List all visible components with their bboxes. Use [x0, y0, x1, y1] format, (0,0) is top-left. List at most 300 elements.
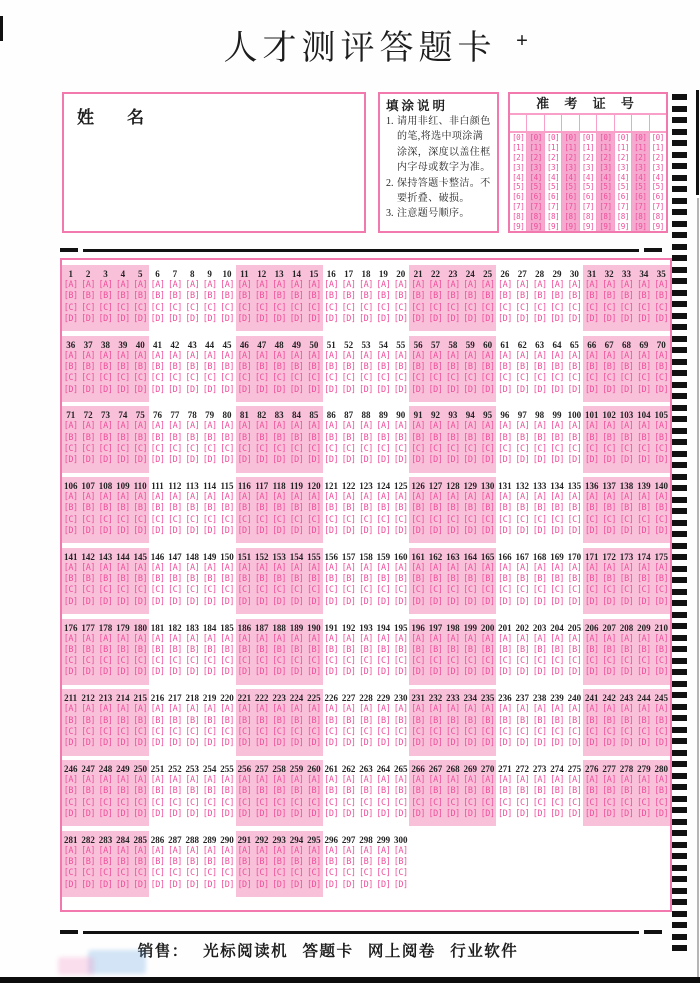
option-bubble-A[interactable]: [A] [654, 492, 669, 503]
digit-bubble-7[interactable]: [7] [564, 201, 577, 211]
option-bubble-B[interactable]: [B] [133, 291, 148, 302]
digit-bubble-2[interactable]: [2] [529, 152, 542, 162]
option-bubble-C[interactable]: [C] [133, 797, 148, 808]
option-bubble-B[interactable]: [B] [497, 574, 512, 585]
option-bubble-B[interactable]: [B] [584, 291, 599, 302]
option-bubble-C[interactable]: [C] [272, 514, 287, 525]
option-bubble-B[interactable]: [B] [376, 362, 391, 373]
option-bubble-B[interactable]: [B] [167, 786, 182, 797]
option-bubble-B[interactable]: [B] [411, 432, 425, 443]
option-bubble-D[interactable]: [D] [359, 667, 373, 678]
option-bubble-D[interactable]: [D] [376, 526, 391, 537]
option-bubble-B[interactable]: [B] [584, 715, 599, 726]
option-bubble-A[interactable]: [A] [515, 704, 530, 715]
option-bubble-B[interactable]: [B] [636, 503, 651, 514]
option-bubble-B[interactable]: [B] [220, 432, 234, 443]
option-bubble-D[interactable]: [D] [445, 667, 460, 678]
option-bubble-D[interactable]: [D] [376, 808, 391, 819]
option-bubble-C[interactable]: [C] [463, 797, 478, 808]
option-bubble-B[interactable]: [B] [532, 362, 547, 373]
option-bubble-A[interactable]: [A] [359, 421, 373, 432]
option-bubble-A[interactable]: [A] [167, 421, 182, 432]
option-bubble-A[interactable]: [A] [306, 562, 321, 573]
option-bubble-C[interactable]: [C] [63, 585, 78, 596]
option-bubble-C[interactable]: [C] [636, 302, 651, 313]
option-bubble-B[interactable]: [B] [324, 644, 339, 655]
option-bubble-A[interactable]: [A] [81, 775, 95, 786]
option-bubble-D[interactable]: [D] [341, 808, 356, 819]
option-bubble-C[interactable]: [C] [133, 656, 148, 667]
option-bubble-A[interactable]: [A] [63, 633, 78, 644]
option-bubble-B[interactable]: [B] [133, 503, 148, 514]
option-bubble-C[interactable]: [C] [428, 585, 443, 596]
option-bubble-B[interactable]: [B] [272, 362, 287, 373]
option-bubble-A[interactable]: [A] [220, 421, 234, 432]
option-bubble-C[interactable]: [C] [515, 726, 530, 737]
option-bubble-B[interactable]: [B] [532, 291, 547, 302]
option-bubble-C[interactable]: [C] [359, 868, 373, 879]
option-bubble-B[interactable]: [B] [185, 644, 200, 655]
option-bubble-D[interactable]: [D] [550, 384, 564, 395]
option-bubble-C[interactable]: [C] [532, 797, 547, 808]
option-bubble-D[interactable]: [D] [289, 667, 304, 678]
option-bubble-C[interactable]: [C] [567, 585, 582, 596]
option-bubble-D[interactable]: [D] [480, 596, 495, 607]
option-bubble-D[interactable]: [D] [272, 667, 287, 678]
option-bubble-C[interactable]: [C] [515, 514, 530, 525]
option-bubble-C[interactable]: [C] [81, 656, 95, 667]
option-bubble-A[interactable]: [A] [497, 633, 512, 644]
option-bubble-C[interactable]: [C] [411, 726, 425, 737]
option-bubble-A[interactable]: [A] [602, 704, 617, 715]
option-bubble-C[interactable]: [C] [445, 302, 460, 313]
option-bubble-C[interactable]: [C] [567, 514, 582, 525]
option-bubble-A[interactable]: [A] [254, 562, 269, 573]
option-bubble-B[interactable]: [B] [115, 362, 130, 373]
option-bubble-A[interactable]: [A] [480, 350, 495, 361]
option-bubble-C[interactable]: [C] [584, 585, 599, 596]
option-bubble-D[interactable]: [D] [463, 526, 478, 537]
option-bubble-C[interactable]: [C] [254, 373, 269, 384]
option-bubble-B[interactable]: [B] [341, 574, 356, 585]
option-bubble-C[interactable]: [C] [636, 444, 651, 455]
option-bubble-C[interactable]: [C] [480, 444, 495, 455]
option-bubble-B[interactable]: [B] [341, 432, 356, 443]
option-bubble-A[interactable]: [A] [393, 492, 408, 503]
option-bubble-A[interactable]: [A] [550, 704, 564, 715]
option-bubble-A[interactable]: [A] [133, 845, 148, 856]
option-bubble-C[interactable]: [C] [376, 797, 391, 808]
option-bubble-A[interactable]: [A] [324, 350, 339, 361]
option-bubble-D[interactable]: [D] [81, 738, 95, 749]
option-bubble-B[interactable]: [B] [167, 362, 182, 373]
option-bubble-A[interactable]: [A] [324, 775, 339, 786]
option-bubble-B[interactable]: [B] [654, 432, 669, 443]
option-bubble-D[interactable]: [D] [532, 667, 547, 678]
option-bubble-D[interactable]: [D] [411, 455, 425, 466]
option-bubble-B[interactable]: [B] [654, 574, 669, 585]
option-bubble-B[interactable]: [B] [289, 432, 304, 443]
option-bubble-B[interactable]: [B] [636, 362, 651, 373]
digit-bubble-2[interactable]: [2] [599, 152, 612, 162]
option-bubble-A[interactable]: [A] [81, 492, 95, 503]
option-bubble-D[interactable]: [D] [654, 808, 669, 819]
option-bubble-B[interactable]: [B] [463, 715, 478, 726]
option-bubble-D[interactable]: [D] [584, 455, 599, 466]
option-bubble-D[interactable]: [D] [497, 667, 512, 678]
option-bubble-A[interactable]: [A] [167, 845, 182, 856]
option-bubble-D[interactable]: [D] [428, 596, 443, 607]
ticket-writein-cell[interactable] [545, 115, 562, 131]
option-bubble-C[interactable]: [C] [480, 797, 495, 808]
option-bubble-B[interactable]: [B] [254, 291, 269, 302]
option-bubble-C[interactable]: [C] [98, 797, 113, 808]
option-bubble-A[interactable]: [A] [532, 350, 547, 361]
option-bubble-D[interactable]: [D] [602, 596, 617, 607]
option-bubble-B[interactable]: [B] [133, 715, 148, 726]
option-bubble-B[interactable]: [B] [133, 362, 148, 373]
digit-bubble-2[interactable]: [2] [651, 152, 664, 162]
digit-bubble-2[interactable]: [2] [512, 152, 525, 162]
digit-bubble-8[interactable]: [8] [616, 211, 629, 221]
option-bubble-C[interactable]: [C] [445, 444, 460, 455]
option-bubble-A[interactable]: [A] [393, 350, 408, 361]
option-bubble-A[interactable]: [A] [237, 421, 252, 432]
option-bubble-D[interactable]: [D] [567, 313, 582, 324]
option-bubble-B[interactable]: [B] [220, 362, 234, 373]
option-bubble-C[interactable]: [C] [411, 797, 425, 808]
option-bubble-A[interactable]: [A] [376, 633, 391, 644]
option-bubble-A[interactable]: [A] [463, 775, 478, 786]
option-bubble-A[interactable]: [A] [567, 633, 582, 644]
option-bubble-D[interactable]: [D] [619, 738, 634, 749]
option-bubble-D[interactable]: [D] [150, 808, 165, 819]
option-bubble-C[interactable]: [C] [324, 868, 339, 879]
option-bubble-D[interactable]: [D] [341, 738, 356, 749]
option-bubble-C[interactable]: [C] [202, 797, 217, 808]
option-bubble-C[interactable]: [C] [532, 373, 547, 384]
option-bubble-D[interactable]: [D] [602, 667, 617, 678]
option-bubble-A[interactable]: [A] [428, 633, 443, 644]
option-bubble-A[interactable]: [A] [237, 562, 252, 573]
option-bubble-D[interactable]: [D] [202, 808, 217, 819]
option-bubble-B[interactable]: [B] [289, 503, 304, 514]
digit-bubble-5[interactable]: [5] [599, 182, 612, 192]
option-bubble-D[interactable]: [D] [602, 738, 617, 749]
option-bubble-A[interactable]: [A] [602, 633, 617, 644]
option-bubble-B[interactable]: [B] [306, 291, 321, 302]
option-bubble-A[interactable]: [A] [359, 845, 373, 856]
option-bubble-B[interactable]: [B] [428, 362, 443, 373]
option-bubble-C[interactable]: [C] [63, 656, 78, 667]
option-bubble-D[interactable]: [D] [306, 455, 321, 466]
option-bubble-A[interactable]: [A] [202, 421, 217, 432]
option-bubble-A[interactable]: [A] [359, 492, 373, 503]
option-bubble-A[interactable]: [A] [150, 845, 165, 856]
option-bubble-A[interactable]: [A] [393, 845, 408, 856]
option-bubble-C[interactable]: [C] [532, 726, 547, 737]
option-bubble-A[interactable]: [A] [411, 421, 425, 432]
option-bubble-D[interactable]: [D] [654, 384, 669, 395]
option-bubble-A[interactable]: [A] [306, 350, 321, 361]
option-bubble-B[interactable]: [B] [150, 432, 165, 443]
option-bubble-B[interactable]: [B] [567, 503, 582, 514]
option-bubble-B[interactable]: [B] [63, 362, 78, 373]
option-bubble-A[interactable]: [A] [359, 633, 373, 644]
option-bubble-D[interactable]: [D] [167, 313, 182, 324]
option-bubble-C[interactable]: [C] [428, 656, 443, 667]
option-bubble-A[interactable]: [A] [98, 845, 113, 856]
option-bubble-A[interactable]: [A] [254, 633, 269, 644]
option-bubble-D[interactable]: [D] [115, 455, 130, 466]
option-bubble-B[interactable]: [B] [185, 503, 200, 514]
option-bubble-D[interactable]: [D] [445, 384, 460, 395]
digit-bubble-4[interactable]: [4] [616, 172, 629, 182]
option-bubble-A[interactable]: [A] [324, 562, 339, 573]
option-bubble-C[interactable]: [C] [445, 373, 460, 384]
option-bubble-B[interactable]: [B] [115, 857, 130, 868]
option-bubble-C[interactable]: [C] [306, 585, 321, 596]
option-bubble-D[interactable]: [D] [167, 808, 182, 819]
option-bubble-C[interactable]: [C] [254, 585, 269, 596]
option-bubble-B[interactable]: [B] [115, 715, 130, 726]
option-bubble-D[interactable]: [D] [237, 596, 252, 607]
option-bubble-B[interactable]: [B] [202, 857, 217, 868]
option-bubble-A[interactable]: [A] [341, 350, 356, 361]
option-bubble-A[interactable]: [A] [133, 280, 148, 290]
ticket-writein-cell[interactable] [650, 115, 666, 131]
option-bubble-A[interactable]: [A] [445, 704, 460, 715]
option-bubble-D[interactable]: [D] [411, 738, 425, 749]
option-bubble-A[interactable]: [A] [324, 704, 339, 715]
option-bubble-B[interactable]: [B] [584, 574, 599, 585]
option-bubble-D[interactable]: [D] [115, 879, 130, 890]
option-bubble-C[interactable]: [C] [272, 868, 287, 879]
option-bubble-D[interactable]: [D] [341, 384, 356, 395]
option-bubble-C[interactable]: [C] [654, 797, 669, 808]
option-bubble-D[interactable]: [D] [150, 667, 165, 678]
option-bubble-A[interactable]: [A] [480, 775, 495, 786]
option-bubble-C[interactable]: [C] [411, 514, 425, 525]
option-bubble-B[interactable]: [B] [254, 574, 269, 585]
option-bubble-C[interactable]: [C] [515, 444, 530, 455]
option-bubble-A[interactable]: [A] [324, 845, 339, 856]
option-bubble-C[interactable]: [C] [359, 656, 373, 667]
option-bubble-D[interactable]: [D] [272, 455, 287, 466]
option-bubble-C[interactable]: [C] [220, 585, 234, 596]
option-bubble-A[interactable]: [A] [532, 280, 547, 290]
digit-bubble-6[interactable]: [6] [634, 192, 647, 202]
option-bubble-C[interactable]: [C] [359, 514, 373, 525]
option-bubble-A[interactable]: [A] [602, 421, 617, 432]
option-bubble-A[interactable]: [A] [515, 280, 530, 290]
option-bubble-A[interactable]: [A] [98, 350, 113, 361]
option-bubble-C[interactable]: [C] [411, 373, 425, 384]
option-bubble-A[interactable]: [A] [584, 633, 599, 644]
option-bubble-A[interactable]: [A] [185, 845, 200, 856]
option-bubble-B[interactable]: [B] [376, 857, 391, 868]
option-bubble-D[interactable]: [D] [411, 596, 425, 607]
option-bubble-B[interactable]: [B] [393, 291, 408, 302]
option-bubble-C[interactable]: [C] [445, 656, 460, 667]
option-bubble-C[interactable]: [C] [393, 656, 408, 667]
option-bubble-C[interactable]: [C] [619, 302, 634, 313]
option-bubble-C[interactable]: [C] [654, 302, 669, 313]
option-bubble-D[interactable]: [D] [619, 526, 634, 537]
option-bubble-B[interactable]: [B] [532, 503, 547, 514]
option-bubble-C[interactable]: [C] [463, 444, 478, 455]
digit-bubble-1[interactable]: [1] [529, 143, 542, 153]
option-bubble-D[interactable]: [D] [532, 738, 547, 749]
option-bubble-D[interactable]: [D] [393, 879, 408, 890]
option-bubble-D[interactable]: [D] [445, 808, 460, 819]
option-bubble-A[interactable]: [A] [167, 350, 182, 361]
option-bubble-D[interactable]: [D] [445, 738, 460, 749]
option-bubble-A[interactable]: [A] [619, 350, 634, 361]
option-bubble-C[interactable]: [C] [584, 373, 599, 384]
option-bubble-A[interactable]: [A] [411, 775, 425, 786]
option-bubble-A[interactable]: [A] [115, 775, 130, 786]
option-bubble-B[interactable]: [B] [115, 574, 130, 585]
option-bubble-A[interactable]: [A] [289, 492, 304, 503]
option-bubble-A[interactable]: [A] [463, 562, 478, 573]
option-bubble-B[interactable]: [B] [63, 432, 78, 443]
option-bubble-B[interactable]: [B] [445, 715, 460, 726]
option-bubble-D[interactable]: [D] [81, 313, 95, 324]
option-bubble-D[interactable]: [D] [341, 596, 356, 607]
option-bubble-B[interactable]: [B] [393, 503, 408, 514]
option-bubble-D[interactable]: [D] [306, 526, 321, 537]
option-bubble-A[interactable]: [A] [289, 562, 304, 573]
option-bubble-B[interactable]: [B] [133, 857, 148, 868]
option-bubble-D[interactable]: [D] [411, 384, 425, 395]
digit-bubble-0[interactable]: [0] [581, 133, 595, 143]
option-bubble-A[interactable]: [A] [272, 562, 287, 573]
option-bubble-B[interactable]: [B] [254, 857, 269, 868]
option-bubble-C[interactable]: [C] [167, 514, 182, 525]
option-bubble-C[interactable]: [C] [185, 797, 200, 808]
option-bubble-A[interactable]: [A] [393, 704, 408, 715]
option-bubble-A[interactable]: [A] [532, 492, 547, 503]
option-bubble-D[interactable]: [D] [359, 384, 373, 395]
option-bubble-A[interactable]: [A] [150, 562, 165, 573]
option-bubble-B[interactable]: [B] [393, 644, 408, 655]
option-bubble-C[interactable]: [C] [133, 585, 148, 596]
option-bubble-B[interactable]: [B] [567, 574, 582, 585]
option-bubble-C[interactable]: [C] [550, 797, 564, 808]
option-bubble-B[interactable]: [B] [428, 715, 443, 726]
option-bubble-B[interactable]: [B] [237, 715, 252, 726]
option-bubble-D[interactable]: [D] [567, 526, 582, 537]
option-bubble-C[interactable]: [C] [619, 726, 634, 737]
option-bubble-C[interactable]: [C] [150, 726, 165, 737]
option-bubble-C[interactable]: [C] [115, 797, 130, 808]
option-bubble-D[interactable]: [D] [602, 455, 617, 466]
option-bubble-C[interactable]: [C] [98, 656, 113, 667]
option-bubble-D[interactable]: [D] [428, 808, 443, 819]
option-bubble-D[interactable]: [D] [376, 313, 391, 324]
option-bubble-C[interactable]: [C] [480, 514, 495, 525]
option-bubble-C[interactable]: [C] [619, 585, 634, 596]
option-bubble-C[interactable]: [C] [272, 444, 287, 455]
option-bubble-B[interactable]: [B] [98, 786, 113, 797]
option-bubble-D[interactable]: [D] [393, 313, 408, 324]
option-bubble-A[interactable]: [A] [428, 704, 443, 715]
option-bubble-A[interactable]: [A] [237, 704, 252, 715]
option-bubble-D[interactable]: [D] [463, 596, 478, 607]
option-bubble-B[interactable]: [B] [445, 432, 460, 443]
option-bubble-B[interactable]: [B] [619, 432, 634, 443]
option-bubble-B[interactable]: [B] [63, 574, 78, 585]
option-bubble-B[interactable]: [B] [411, 503, 425, 514]
option-bubble-A[interactable]: [A] [98, 775, 113, 786]
option-bubble-D[interactable]: [D] [202, 313, 217, 324]
option-bubble-D[interactable]: [D] [584, 667, 599, 678]
option-bubble-D[interactable]: [D] [654, 667, 669, 678]
option-bubble-B[interactable]: [B] [497, 715, 512, 726]
option-bubble-C[interactable]: [C] [654, 373, 669, 384]
option-bubble-D[interactable]: [D] [463, 667, 478, 678]
option-bubble-C[interactable]: [C] [289, 656, 304, 667]
option-bubble-D[interactable]: [D] [202, 384, 217, 395]
option-bubble-A[interactable]: [A] [376, 704, 391, 715]
option-bubble-A[interactable]: [A] [289, 280, 304, 290]
option-bubble-B[interactable]: [B] [515, 291, 530, 302]
option-bubble-D[interactable]: [D] [497, 738, 512, 749]
option-bubble-D[interactable]: [D] [272, 596, 287, 607]
option-bubble-C[interactable]: [C] [98, 868, 113, 879]
option-bubble-B[interactable]: [B] [497, 503, 512, 514]
option-bubble-B[interactable]: [B] [602, 503, 617, 514]
option-bubble-D[interactable]: [D] [220, 879, 234, 890]
option-bubble-D[interactable]: [D] [306, 667, 321, 678]
option-bubble-B[interactable]: [B] [272, 291, 287, 302]
option-bubble-C[interactable]: [C] [133, 726, 148, 737]
option-bubble-B[interactable]: [B] [584, 644, 599, 655]
option-bubble-A[interactable]: [A] [619, 775, 634, 786]
option-bubble-B[interactable]: [B] [306, 503, 321, 514]
option-bubble-A[interactable]: [A] [63, 704, 78, 715]
option-bubble-B[interactable]: [B] [341, 857, 356, 868]
option-bubble-D[interactable]: [D] [567, 455, 582, 466]
option-bubble-B[interactable]: [B] [150, 503, 165, 514]
option-bubble-C[interactable]: [C] [393, 514, 408, 525]
option-bubble-B[interactable]: [B] [115, 432, 130, 443]
option-bubble-C[interactable]: [C] [202, 373, 217, 384]
option-bubble-D[interactable]: [D] [515, 738, 530, 749]
option-bubble-B[interactable]: [B] [133, 574, 148, 585]
option-bubble-A[interactable]: [A] [636, 775, 651, 786]
option-bubble-A[interactable]: [A] [306, 775, 321, 786]
option-bubble-D[interactable]: [D] [272, 384, 287, 395]
option-bubble-D[interactable]: [D] [133, 384, 148, 395]
option-bubble-B[interactable]: [B] [359, 857, 373, 868]
option-bubble-B[interactable]: [B] [324, 715, 339, 726]
digit-bubble-3[interactable]: [3] [581, 162, 595, 172]
option-bubble-B[interactable]: [B] [480, 432, 495, 443]
option-bubble-D[interactable]: [D] [133, 667, 148, 678]
option-bubble-B[interactable]: [B] [411, 786, 425, 797]
option-bubble-D[interactable]: [D] [237, 808, 252, 819]
option-bubble-D[interactable]: [D] [185, 455, 200, 466]
digit-bubble-5[interactable]: [5] [512, 182, 525, 192]
option-bubble-B[interactable]: [B] [272, 432, 287, 443]
option-bubble-D[interactable]: [D] [497, 808, 512, 819]
option-bubble-B[interactable]: [B] [584, 786, 599, 797]
option-bubble-D[interactable]: [D] [81, 808, 95, 819]
option-bubble-C[interactable]: [C] [636, 373, 651, 384]
option-bubble-A[interactable]: [A] [202, 350, 217, 361]
